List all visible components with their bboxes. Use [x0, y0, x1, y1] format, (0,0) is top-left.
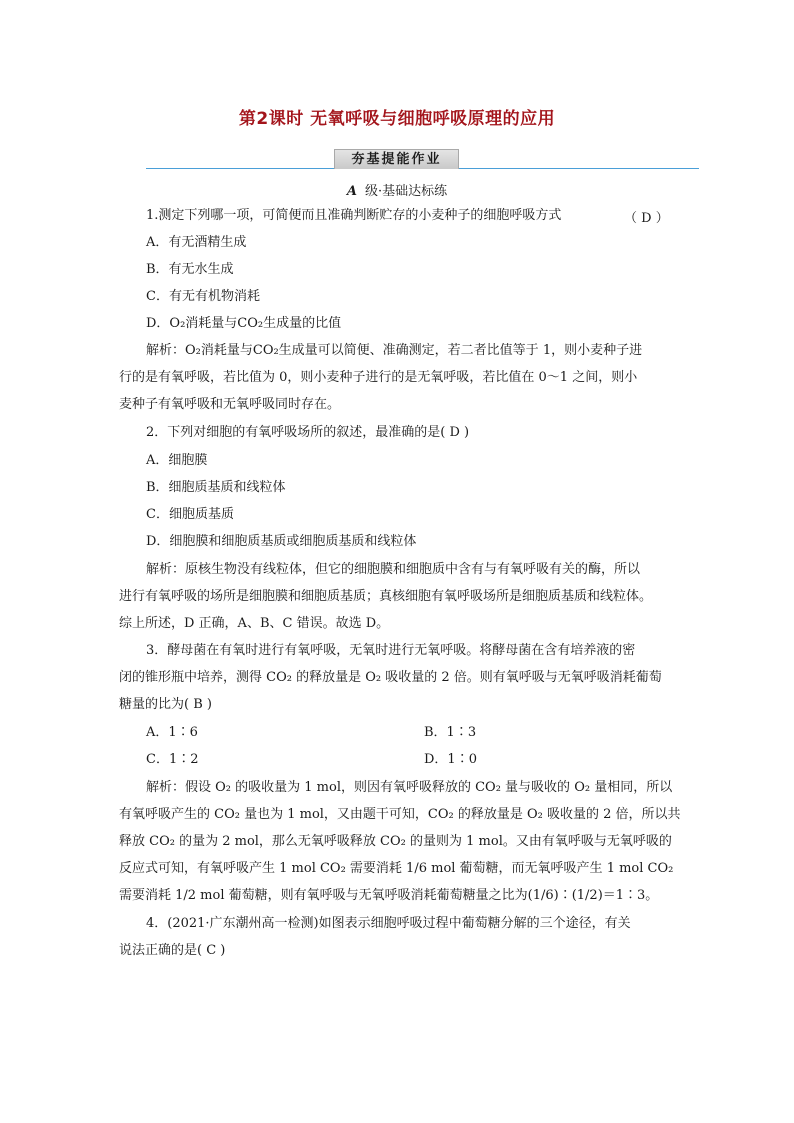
level-heading: [0, 180, 794, 199]
q3-stem-line: 3．酵母菌在有氧时进行有氧呼吸，无氧时进行无氧呼吸。将酵母菌在含有培养液的密: [146, 643, 636, 658]
q3-analysis-line: 有氧呼吸产生的 CO₂ 量也为 1 mol，又由题干可知，CO₂ 的释放量是 O₂ 吸收量的 2 倍，所以共: [119, 807, 681, 822]
q3-analysis-line: 释放 CO₂ 的量为 2 mol，那么无氧呼吸释放 CO₂ 的量则为 1 mol。又由有氧呼吸与无氧呼吸的: [119, 834, 672, 849]
q3-option-b: B．1∶3: [424, 725, 477, 740]
level-letter: A: [346, 184, 357, 199]
q1-option-a: A．有无酒精生成: [146, 235, 247, 250]
q3-analysis-line: 需要消耗 1/2 mol 葡萄糖，则有氧呼吸与无氧呼吸消耗葡萄糖量之比为(1/6)∶(1/2)＝1∶3。: [119, 888, 659, 903]
q2-option-d: D．细胞膜和细胞质基质或细胞质基质和线粒体: [146, 534, 417, 549]
q3-analysis-line: 解析：假设 O₂ 的吸收量为 1 mol，则因有氧呼吸释放的 CO₂ 量与吸收的 O₂ 量相同，所以: [146, 780, 673, 795]
level-text: 级·基础达标练: [364, 184, 448, 199]
page-title: 第2课时 无氧呼吸与细胞呼吸原理的应用: [238, 109, 556, 129]
q3-stem-line: 闭的锥形瓶中培养，测得 CO₂ 的释放量是 O₂ 吸收量的 2 倍。则有氧呼吸与无氧呼吸消耗葡萄: [119, 670, 662, 685]
banner-label: 夯基提能作业: [334, 149, 459, 169]
q2-analysis-line: 解析：原核生物没有线粒体，但它的细胞膜和细胞质中含有与有氧呼吸有关的酶，所以: [146, 562, 641, 577]
q1-option-c: C．有无有机物消耗: [146, 289, 260, 304]
q1-option-b: B．有无水生成: [146, 262, 234, 277]
q2-option-b: B．细胞质基质和线粒体: [146, 480, 286, 495]
q2-stem: 2．下列对细胞的有氧呼吸场所的叙述，最准确的是( D ): [146, 425, 470, 440]
q4-stem-line: 4．(2021·广东潮州高一检测)如图表示细胞呼吸过程中葡萄糖分解的三个途径，有关: [146, 916, 631, 931]
q3-option-c: C．1∶2: [146, 752, 199, 767]
q2-option-a: A．细胞膜: [146, 453, 208, 468]
q3-option-a: A．1∶6: [146, 725, 198, 740]
q4-stem-line: 说法正确的是( C ): [119, 943, 226, 958]
q2-analysis-line: 综上所述，D 正确，A、B、C 错误。故选 D。: [119, 616, 390, 631]
q1-option-d: D．O₂消耗量与CO₂生成量的比值: [146, 316, 342, 331]
q2-analysis-line: 进行有氧呼吸的场所是细胞膜和细胞质基质；真核细胞有氧呼吸场所是细胞质基质和线粒体。: [119, 589, 653, 604]
q1-analysis-line: 解析：O₂消耗量与CO₂生成量可以简便、准确测定，若二者比值等于 1，则小麦种子进: [146, 343, 643, 358]
q1-analysis-line: 麦种子有氧呼吸和无氧呼吸同时存在。: [119, 397, 341, 412]
section-banner: [146, 146, 699, 172]
q3-analysis-line: 反应式可知，有氧呼吸产生 1 mol CO₂ 需要消耗 1/6 mol 葡萄糖，而无氧呼吸产生 1 mol CO₂: [119, 861, 674, 876]
q3-stem-line: 糖量的比为( B ): [119, 697, 212, 712]
q1-stem: 1.测定下列哪一项，可简便而且准确判断贮存的小麦种子的细胞呼吸方式: [146, 208, 562, 223]
q1-analysis-line: 行的是有氧呼吸，若比值为 0，则小麦种子进行的是无氧呼吸，若比值在 0～1 之间，则小: [119, 370, 638, 385]
q3-option-d: D．1∶0: [424, 752, 477, 767]
q2-option-c: C．细胞质基质: [146, 507, 234, 522]
q1-answer: （ D ）: [624, 211, 669, 226]
